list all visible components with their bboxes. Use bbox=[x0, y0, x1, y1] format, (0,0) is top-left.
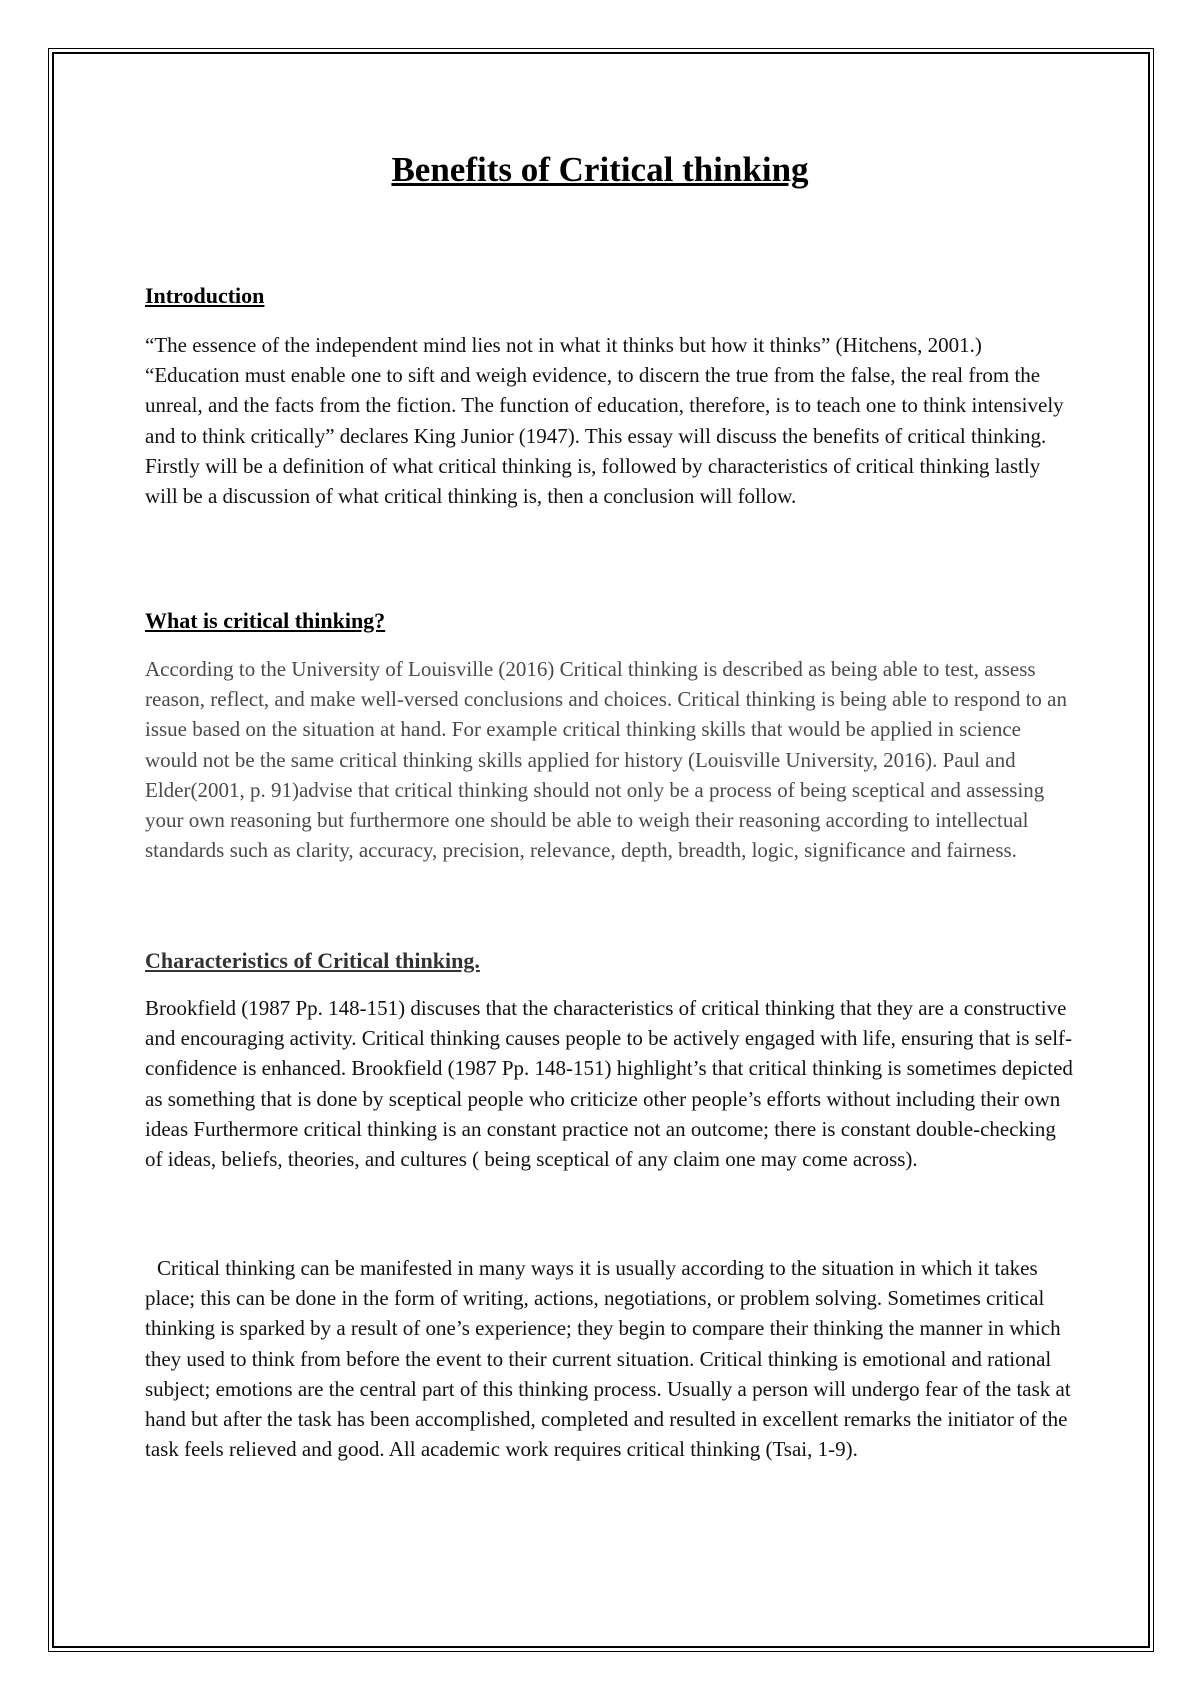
section-heading-what-is-critical-thinking: What is critical thinking? bbox=[145, 608, 386, 633]
characteristics-paragraph-2: Critical thinking can be manifested in many ways it is usually according to the situation in which it takes place; this can be done in the form of writing, actions, negotiations, or problem solving. Sometimes critical thinking is sparked by a result of one’s experience; they begin to compare their thinking the manner in which they used to think from before the event to their current situation. Critical thinking is emotional and rational subject; emotions are the central part of this thinking process. Usually a person will undergo fear of the task at hand but after the task has been accomplished, completed and resulted in excellent remarks the initiator of the task feels relieved and good. All academic work requires critical thinking (Tsai, 1-9). bbox=[145, 1256, 1071, 1462]
section-heading-introduction: Introduction bbox=[145, 283, 265, 308]
document-title: Benefits of Critical thinking bbox=[391, 150, 809, 189]
definition-paragraph: According to the University of Louisville (2016) Critical thinking is described as being able to test, assess reason, reflect, and make well-versed conclusions and choices. Critical thinking is being able to respond to an issue based on the situation at hand. For example critical thinking skills that would be applied in science would not be the same critical thinking skills applied for history (Louisville University, 2016). Paul and Elder(2001, p. 91)advise that critical thinking should not only be a process of being sceptical and assessing your own reasoning but furthermore one should be able to weigh their reasoning according to intellectual standards such as clarity, accuracy, precision, relevance, depth, breadth, logic, significance and fairness. bbox=[145, 657, 1067, 863]
intro-paragraph: “The essence of the independent mind lies not in what it thinks but how it thinks” (Hitchens, 2001.) “Education must enable one to sift and weigh evidence, to discern the true from the false, the real from the unreal, and the facts from the fiction. The function of education, therefore, is to teach one to think intensively and to think critically” declares King Junior (1947). This essay will discuss the benefits of critical thinking. Firstly will be a definition of what critical thinking is, followed by characteristics of critical thinking lastly will be a discussion of what critical thinking is, then a conclusion will follow. bbox=[145, 333, 1064, 509]
characteristics-paragraph-1: Brookfield (1987 Pp. 148-151) discuses that the characteristics of critical thinking that they are a constructive and encouraging activity. Critical thinking causes people to be actively engaged with life, ensuring that is self-confidence is enhanced. Brookfield (1987 Pp. 148-151) highlight’s that critical thinking is sometimes depicted as something that is done by sceptical people who criticize other people’s efforts without including their own ideas Furthermore critical thinking is an constant practice not an outcome; there is constant double-checking of ideas, beliefs, theories, and cultures ( being sceptical of any claim one may come across). bbox=[145, 996, 1073, 1172]
section-heading-characteristics: Characteristics of Critical thinking. bbox=[145, 948, 480, 973]
